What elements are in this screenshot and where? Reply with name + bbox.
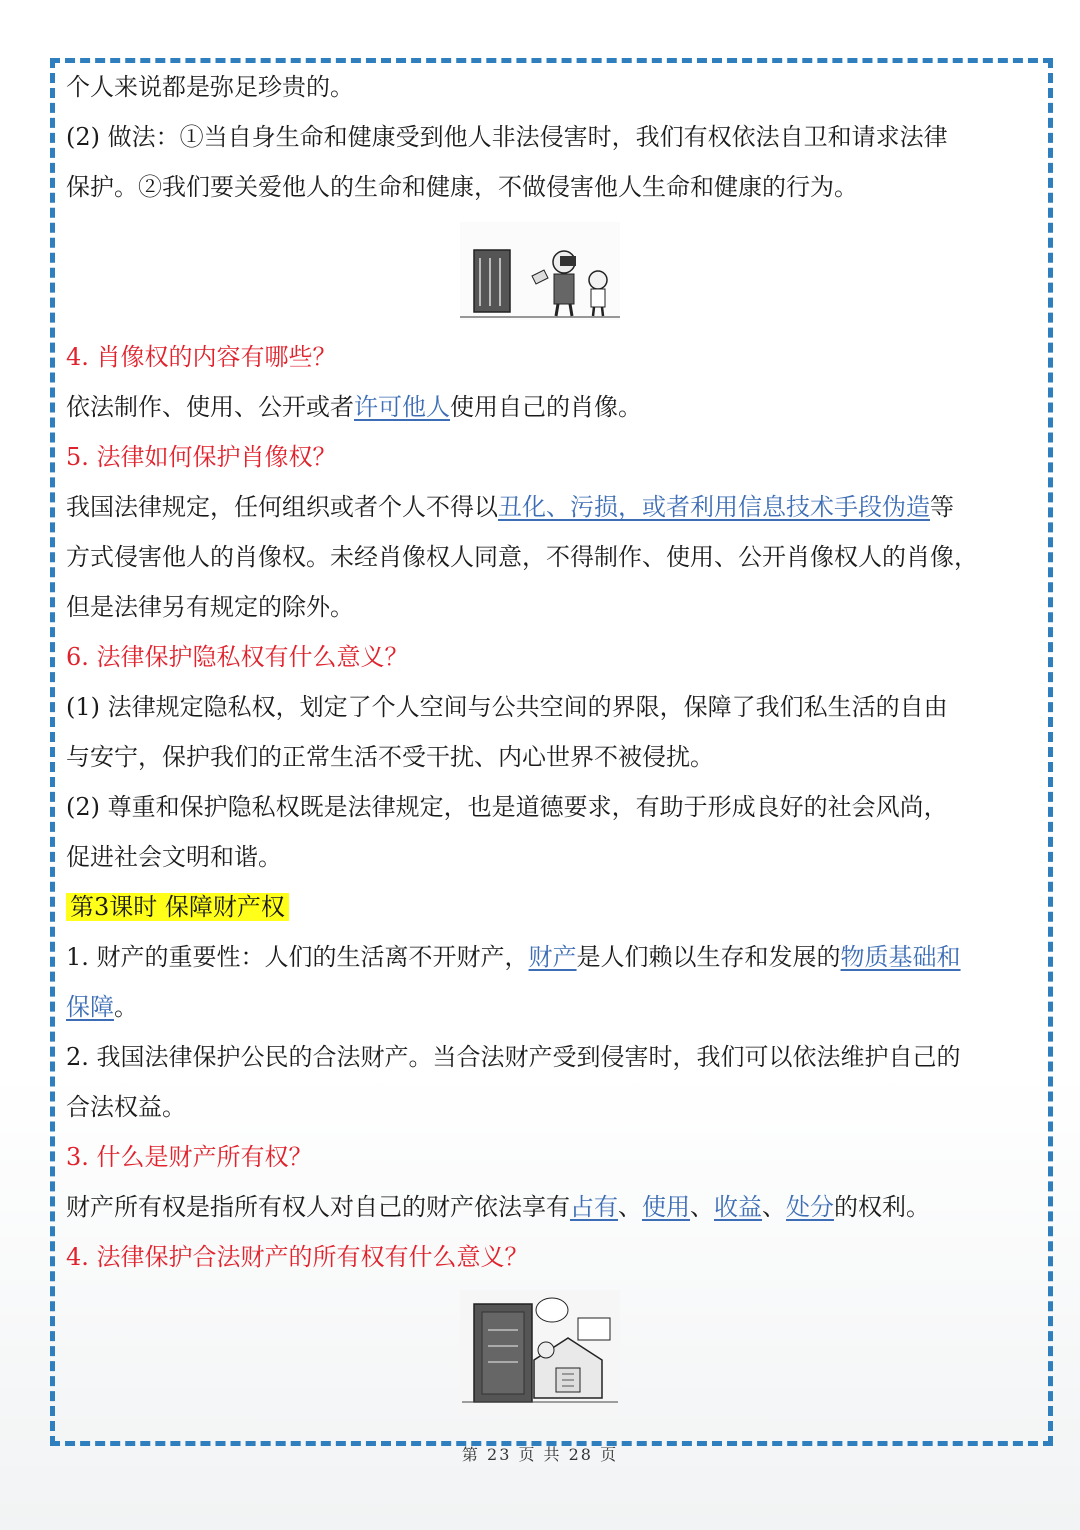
highlighted-title: 第3课时 保障财产权 <box>66 893 289 921</box>
document-body <box>66 62 1031 1422</box>
answer-line: 但是法律另有规定的除外。 <box>66 593 354 621</box>
lesson-heading <box>66 882 1031 932</box>
key-phrase: 财产 <box>528 943 577 971</box>
question-heading: 4. 法律保护合法财产的所有权有什么意义？ <box>66 1243 529 1271</box>
question-heading: 4. 肖像权的内容有哪些？ <box>66 343 337 371</box>
key-phrase: 丑化、污损，或者利用信息技术手段伪造 <box>498 493 930 521</box>
question-heading: 3. 什么是财产所有权？ <box>66 1143 313 1171</box>
answer-line: 2. 我国法律保护公民的合法财产。当合法财产受到侵害时，我们可以依法维护自己的 <box>66 1043 961 1071</box>
key-phrase: 使用 <box>642 1193 690 1221</box>
key-phrase: 许可他人 <box>354 393 450 421</box>
key-phrase: 收益 <box>714 1193 762 1221</box>
text-line: 保护。②我们要关爱他人的生命和健康，不做侵害他人生命和健康的行为。 <box>66 173 858 201</box>
question-heading: 5. 法律如何保护肖像权？ <box>66 443 337 471</box>
key-phrase: 物质基础和 <box>840 943 961 971</box>
answer-line: 我国法律规定，任何组织或者个人不得以丑化、污损，或者利用信息技术手段伪造等 <box>66 493 954 521</box>
answer-line: 促进社会文明和谐。 <box>66 843 282 871</box>
answer-line: 依法制作、使用、公开或者许可他人使用自己的肖像。 <box>66 393 642 421</box>
answer-line: (2) 尊重和保护隐私权既是法律规定，也是道德要求，有助于形成良好的社会风尚， <box>66 793 948 821</box>
answer-line: 合法权益。 <box>66 1093 186 1121</box>
key-phrase: 占有 <box>570 1193 618 1221</box>
key-phrase: 保障 <box>66 993 114 1021</box>
answer-line: 保障。 <box>66 993 138 1021</box>
answer-line: 1. 财产的重要性：人们的生活离不开财产，财产是人们赖以生存和发展的物质基础和 <box>66 943 961 971</box>
answer-line: 财产所有权是指所有权人对自己的财产依法享有占有、使用、收益、处分的权利。 <box>66 1193 930 1221</box>
text-line: 个人来说都是弥足珍贵的。 <box>66 73 354 101</box>
answer-line: 与安宁，保护我们的正常生活不受干扰、内心世界不被侵扰。 <box>66 743 714 771</box>
page-footer: 第 23 页 共 28 页 <box>461 1445 619 1464</box>
illustration-property-rights <box>66 1282 1031 1422</box>
answer-line: (1) 法律规定隐私权，划定了个人空间与公共空间的界限，保障了我们私生活的自由 <box>66 693 948 721</box>
answer-line: 方式侵害他人的肖像权。未经肖像权人同意，不得制作、使用、公开肖像权人的肖像， <box>66 543 978 571</box>
cartoon-image <box>460 1290 620 1415</box>
question-heading: 6. 法律保护隐私权有什么意义？ <box>66 643 409 671</box>
cartoon-image <box>460 222 620 320</box>
text-line: (2) 做法：①当自身生命和健康受到他人非法侵害时，我们有权依法自卫和请求法律 <box>66 123 948 151</box>
key-phrase: 处分 <box>786 1193 834 1221</box>
illustration-portrait-rights <box>66 212 1031 332</box>
